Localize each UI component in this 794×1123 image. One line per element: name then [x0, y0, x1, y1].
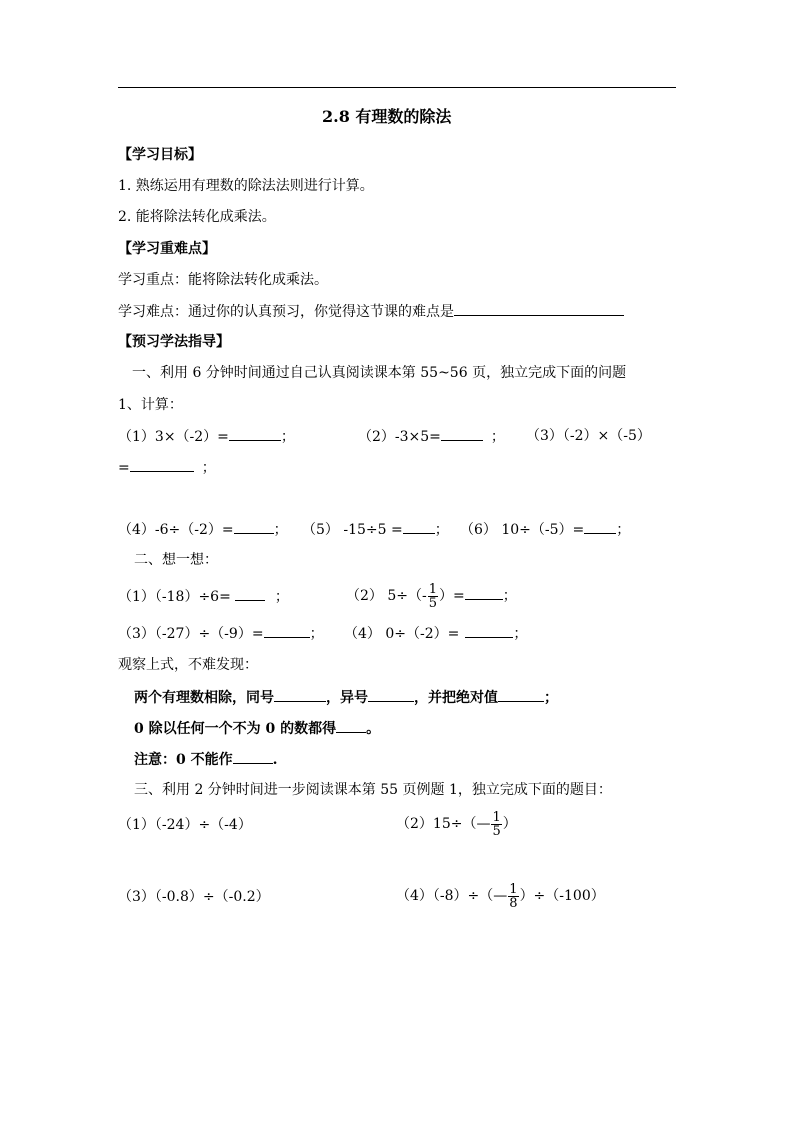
calc-q5-end: ；: [434, 522, 449, 538]
answer-blank[interactable]: [465, 624, 513, 638]
observe-text: 观察上式，不难发现：: [118, 657, 258, 673]
example-2-post: ）: [502, 816, 517, 832]
header-rule: [118, 87, 676, 88]
calc-q5: [302, 520, 449, 539]
part3-intro: 三、利用 2 分钟时间进一步阅读课本第 55 页例题 1，独立完成下面的题目：: [134, 782, 612, 798]
fraction-denominator: 5: [492, 823, 501, 839]
fraction-numerator: 1: [428, 581, 438, 597]
example-3: （3）（-0.8）÷（-0.2）: [118, 889, 270, 905]
part1-intro: 一、利用 6 分钟时间通过自己认真阅读课本第 55~56 页，独立完成下面的问题: [132, 365, 627, 381]
calc-q3-end: ；: [201, 460, 216, 476]
rule-1-part-b: ，异号: [326, 690, 368, 706]
note-end: .: [272, 752, 278, 768]
page-title: 2.8 有理数的除法: [322, 107, 452, 126]
think-q1-end: ；: [274, 589, 289, 605]
goal-item-1: 1. 熟练运用有理数的除法法则进行计算。: [118, 178, 374, 194]
calc-q3-continued: [118, 458, 216, 477]
example-4-text: （4）（-8）÷（—: [396, 888, 508, 904]
section-heading-key-points: 【学习重难点】: [118, 241, 216, 257]
calc-q6-text: （6） 10÷（-5）=: [460, 522, 585, 538]
think-q3-end: ；: [309, 626, 324, 642]
think-q4-end: ；: [513, 626, 528, 642]
think-q4: [344, 624, 527, 643]
answer-blank[interactable]: [130, 458, 194, 472]
think-q1-text: （1）（-18）÷6=: [118, 589, 231, 605]
fraction-numerator: 1: [509, 881, 518, 897]
example-2-text: （2）15÷（—: [396, 816, 491, 832]
calc-q4: [118, 520, 288, 539]
goal-item-2: 2. 能将除法转化成乘法。: [118, 209, 276, 225]
difficulty-text: 学习难点：通过你的认真预习，你觉得这节课的难点是: [118, 304, 454, 320]
example-1: （1）（-24）÷（-4）: [118, 817, 252, 833]
answer-blank[interactable]: [264, 624, 310, 638]
answer-blank[interactable]: [465, 586, 503, 600]
rule-1-end: ；: [544, 690, 558, 706]
think-q2: [346, 578, 517, 614]
calc-q4-end: ；: [273, 522, 288, 538]
example-2: [396, 806, 517, 842]
answer-blank[interactable]: [274, 688, 326, 702]
rule-1-part-c: ，并把绝对值: [414, 690, 498, 706]
calc-q2-text: （2）-3×5=: [358, 429, 441, 445]
example-4-post: ）÷（-100）: [519, 888, 605, 904]
think-q2-text: （2） 5÷（-: [346, 588, 427, 604]
answer-blank[interactable]: [336, 719, 366, 733]
note-text: 注意：0 不能作: [134, 752, 233, 768]
note: [134, 750, 278, 769]
calc-q1-end: ；: [280, 429, 295, 445]
answer-blank[interactable]: [229, 427, 281, 441]
calc-q6-end: ；: [616, 522, 631, 538]
fraction-numerator: 1: [492, 809, 501, 825]
answer-blank[interactable]: [498, 688, 544, 702]
fraction: [428, 583, 438, 610]
answer-blank[interactable]: [441, 427, 483, 441]
fraction-denominator: 8: [509, 895, 518, 911]
calc-q3: （3）（-2）×（-5）: [526, 428, 651, 444]
think-q4-text: （4） 0÷（-2）=: [344, 626, 460, 642]
example-4: [396, 878, 605, 914]
fraction-denominator: 5: [428, 595, 438, 611]
calc-q5-text: （5） -15÷5 =: [302, 522, 403, 538]
fraction: [491, 811, 501, 838]
rule-2: [134, 719, 380, 738]
answer-blank[interactable]: [234, 520, 274, 534]
part2-label: 二、想一想：: [134, 552, 218, 568]
key-point-text: 学习重点：能将除法转化成乘法。: [118, 272, 328, 288]
think-q2-end: ；: [502, 588, 517, 604]
calc-q2: [358, 427, 505, 446]
answer-blank[interactable]: [235, 587, 265, 601]
calc-q3-equals: =: [118, 460, 130, 476]
calc-q2-end: ；: [490, 429, 505, 445]
calc-q6: [460, 520, 630, 539]
answer-blank[interactable]: [584, 520, 616, 534]
fraction: [508, 883, 518, 910]
answer-blank[interactable]: [368, 688, 414, 702]
rule-2-text: 0 除以任何一个不为 0 的数都得: [134, 721, 337, 737]
difficulty-line: [118, 302, 624, 321]
answer-blank[interactable]: [233, 750, 273, 764]
think-q1: [118, 587, 289, 606]
section-heading-goals: 【学习目标】: [118, 147, 202, 163]
rule-1: [134, 688, 558, 707]
calc-label: 1、计算：: [118, 397, 183, 413]
section-heading-guide: 【预习学法指导】: [118, 334, 230, 350]
calc-q4-text: （4）-6÷（-2）=: [118, 522, 234, 538]
calc-q1-text: （1）3×（-2）=: [118, 429, 229, 445]
calc-q1: [118, 427, 295, 446]
answer-blank[interactable]: [403, 520, 435, 534]
think-q3: [118, 624, 324, 643]
think-q2-post: ）=: [439, 588, 465, 604]
rule-2-end: 。: [366, 721, 381, 737]
rule-1-part-a: 两个有理数相除，同号: [134, 690, 274, 706]
answer-blank[interactable]: [454, 302, 624, 316]
think-q3-text: （3）（-27）÷（-9）=: [118, 626, 264, 642]
